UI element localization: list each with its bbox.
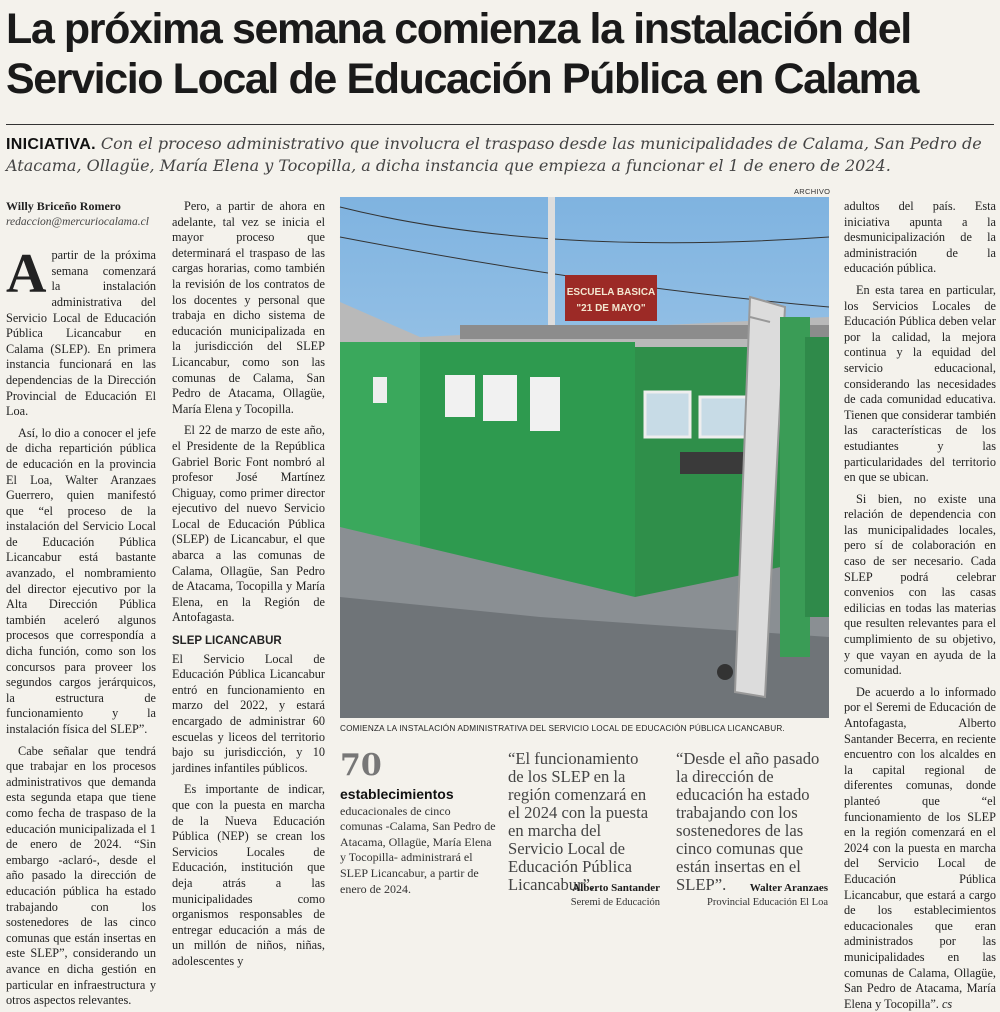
quote-2-name: Walter Aranzaes bbox=[749, 882, 828, 894]
headline-rule bbox=[6, 124, 994, 125]
sign-line-2: "21 DE MAYO" bbox=[576, 303, 646, 314]
article-paragraph: El Servicio Local de Educación Pública Licancabur entró en funcionamiento en marzo del 2022, y estará encargado de administrar 60 escuelas y liceos del territorio bajo su jurisdicción, y 10 jardines infantiles públicos. bbox=[172, 651, 325, 775]
sign-line-1: ESCUELA BASICA bbox=[566, 287, 656, 298]
article-paragraph: adultos del país. Esta iniciativa apunta a la desmunicipalización de la administración de la educación pública. bbox=[844, 199, 996, 276]
headline-line-1: La próxima semana comienza la instalación del bbox=[6, 5, 911, 53]
school-photo bbox=[340, 197, 829, 718]
section-subhead: SLEP LICANCABUR bbox=[172, 635, 282, 648]
photo-credit: ARCHIVO bbox=[794, 187, 831, 196]
column-4 bbox=[844, 199, 996, 1011]
quote-2-role: Provincial Educación El Loa bbox=[706, 897, 828, 908]
quote-1-name: Alberto Santander bbox=[572, 882, 660, 894]
byline-email: redaccion@mercuriocalama.cl bbox=[6, 215, 149, 228]
article-paragraph: De acuerdo a lo informado por el Seremi de Educación de Antofagasta, Alberto Santander Becerra, en reciente encuentro con los alcaldes en la capital regional de diferentes comunas, donde planteó que “el funcionamiento de los SLEP en la región comenzará en el 2024 con la puesta en marcha del Servicio Local de Educación Pública Licancabur, que estará a cargo de los establecimientos educacionales que eran administrados por las municipalidades en las comunas de Calama, Ollagüe, San Pedro de Atacama, María Elena y Tocopilla”. cs bbox=[844, 684, 996, 1011]
byline-author: Willy Briceño Romero bbox=[6, 199, 121, 213]
quote-1-role: Seremi de Educación bbox=[570, 897, 660, 908]
pull-quote-2: “Desde el año pasado la dirección de educación ha estado trabajando con los sostenedores de las cinco comunas que están insertas en el SLEP”. bbox=[676, 749, 820, 894]
end-mark: cs bbox=[941, 996, 953, 1011]
article-paragraph: En esta tarea en particular, los Servicios Locales de Educación Pública deben velar por la calidad, la mejora continua y la equidad del servicio educacional, considerando las necesidades de cada comunidad educativa. Tienen que considerar también las características de los estudiantes y las particularidades del territorio en que se ubican. bbox=[844, 282, 996, 485]
article-paragraph: Así, lo dio a conocer el jefe de dicha repartición pública de educación en la provincia El Loa, Walter Aranzaes Guerrero, quien manifestó que “el proceso de la instalación del Servicio Local de Educación Pública Licancabur está bastante avanzado, el nombramiento del director ejecutivo por la Alta Dirección Pública también aceleró algunos procesos que correspondía a dicha función, como son los concursos para proveer los segundos cargos jerárquicos, la estructura de funcionamiento y la instalación física del SLEP”. bbox=[6, 425, 156, 736]
stat-label: establecimientos bbox=[340, 786, 454, 802]
drop-cap: A bbox=[6, 243, 47, 306]
sign-board bbox=[565, 275, 657, 321]
stat-number: 70 bbox=[340, 748, 382, 783]
stat-text: educacionales de cinco comunas -Calama, San Pedro de Atacama, Ollagüe, María Elena y Tocopilla- administrará el SLEP Licancabur, a partir de enero de 2024. bbox=[340, 803, 496, 896]
article-paragraph: Si bien, no existe una relación de dependencia con las municipalidades locales, pero sí de colaboración en caso de ser necesario. Cada SLEP podrá celebrar convenios con las casas edilicias en todas las materias que resulten relevantes para el cumplimiento de su objetivo, y que vayan en ayuda de la comunidad. bbox=[844, 491, 996, 678]
article-paragraph: Pero, a partir de ahora en adelante, tal vez se inicia el mayor proceso que determinará el traspaso de las cargas horarias, como también la revisión de los contratos de los docentes y personal que trabaja en dicho sistema de educación municipalizada en la jurisdicción del SLEP Licancabur, como son las comunas de Calama, San Pedro de Atacama, Ollagüe, María Elena y Tocopilla. bbox=[172, 199, 325, 416]
column-2 bbox=[172, 199, 325, 968]
article-paragraph: El 22 de marzo de este año, el Presidente de la República Gabriel Boric Font nombró al profesor José Martínez Chiguay, como primer director ejecutivo del nuevo Servicio Local de Educación Pública (SLEP) de Licancabur, el que abarca a las comunas de Calama, Ollagüe, San Pedro de Atacama, Tocopilla y María Elena, en la Región de Antofagasta. bbox=[172, 423, 325, 625]
lead-paragraph bbox=[6, 133, 996, 176]
stat-description bbox=[340, 787, 496, 897]
lead-kicker: INICIATIVA. bbox=[6, 136, 96, 153]
headline bbox=[6, 4, 996, 104]
article-paragraph: Es importante de indicar, que con la puesta en marcha de la Nueva Educación Pública (NEP) se crean los Servicios Locales de Educación, institución que deja atrás a las municipalidades como organismos responsables de entregar educación a más de un millón de niños, niñas, adolescentes y bbox=[172, 782, 325, 968]
lead-text: Con el proceso administrativo que involucra el traspaso desde las municipalidades de Calama, San Pedro de Atacama, Ollagüe, María Elena y Tocopilla, a dicha instancia que empieza a funcionar el 1 de enero de 2024. bbox=[6, 134, 982, 175]
photo-caption: COMIENZA LA INSTALACIÓN ADMINISTRATIVA DEL SERVICIO LOCAL DE EDUCACIÓN PÚBLICA LICANCABUR. bbox=[340, 724, 785, 733]
article-paragraph: Apartir de la próxima semana comenzará la instalación administrativa del Servicio Local de Educación Pública Licancabur en Calama (SLEP). En primera instancia funcionará en las dependencias de la Dirección Provincial de Educación El Loa. bbox=[6, 243, 156, 419]
headline-line-2: Servicio Local de Educación Pública en Calama bbox=[6, 55, 919, 103]
school-entrance-illustration bbox=[340, 197, 829, 718]
pull-quote-1: “El funcionamiento de los SLEP en la región comenzará en el 2024 con la puesta en marcha del Servicio Local de Educación Pública Licancabur”. bbox=[508, 749, 649, 894]
article-paragraph: Cabe señalar que tendrá que trabajar en los procesos administrativos que demanda esta segunda etapa que tiene como fecha de traspaso de la educación municipalizada el 1 de enero de 2024. “Sin embargo -aclaró-, desde el año pasado la dirección de educación pública ha estado trabajando con los sostenedores de las cinco comunas que están insertas en este SLEP”, considerando un avance en dicha gestión en particular en infraestructura y otros aspectos relevantes. bbox=[6, 743, 156, 1008]
column-1 bbox=[6, 199, 156, 1008]
